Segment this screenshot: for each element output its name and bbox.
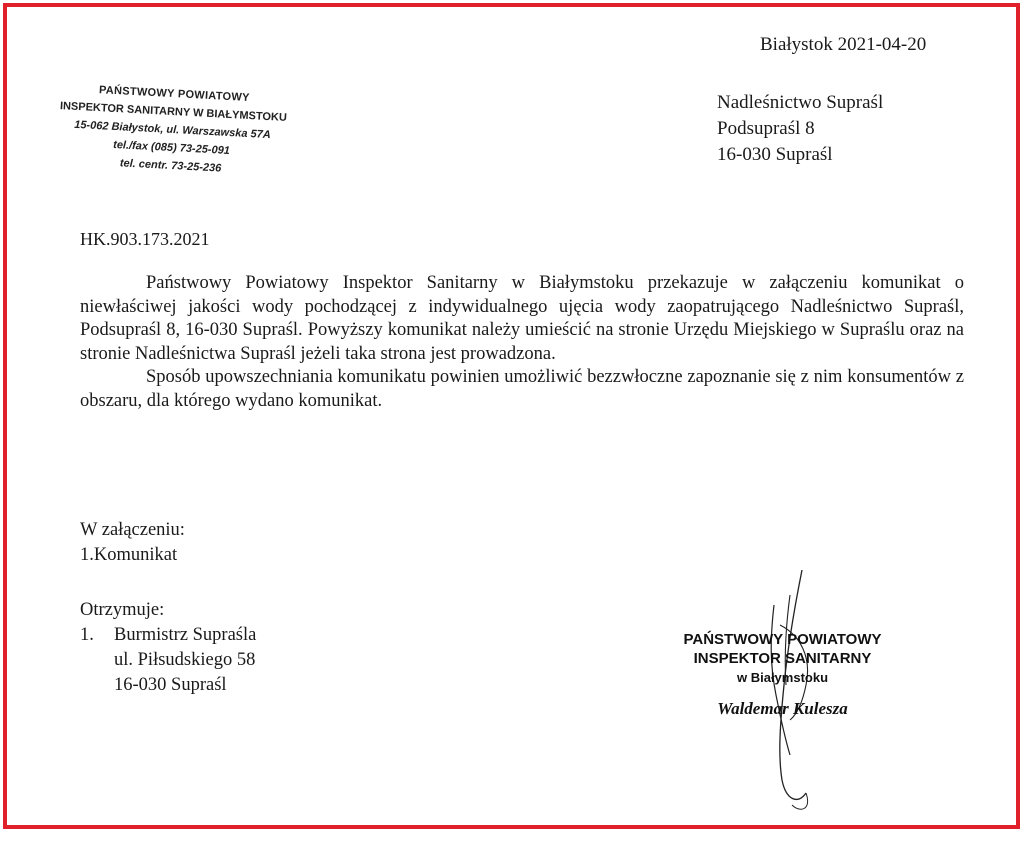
recipient-city: 16-030 Supraśl: [717, 144, 833, 165]
body-paragraph-1: Państwowy Powiatowy Inspektor Sanitarny w Białymstoku przekazuje w załączeniu komunikat o niewłaściwej jakości wody pochodzącej z indywidualnego ujęcia wody zaopatrującego Nadleśnictwo Supraśl, Podsupraśl 8, 16-030 Supraśl. Powyższy komunikat należy umieścić na stronie Urzędu Miejskiego w Supraślu oraz na stronie Nadleśnictwa Supraśl jeżeli taka strona jest prowadzona.: [80, 273, 964, 364]
receiver-number: 1.: [80, 625, 94, 645]
recipient-name: Nadleśnictwo Supraśl: [717, 92, 884, 113]
reference-number: HK.903.173.2021: [80, 229, 210, 249]
receivers-heading: Otrzymuje:: [80, 600, 165, 620]
sender-stamp-central-phone: tel. centr. 73-25-236: [119, 157, 222, 175]
letter-body: [80, 272, 964, 413]
body-paragraph-2: Sposób upowszechniania komunikatu powinien umożliwić bezzwłoczne zapoznanie się z nim konsumentów z obszaru, dla którego wydano komunikat.: [80, 367, 964, 411]
sender-stamp-line2: INSPEKTOR SANITARNY W BIAŁYMSTOKU: [59, 100, 288, 124]
signature-line3: w Białymstoku: [736, 670, 829, 685]
recipient-address: [717, 90, 883, 168]
receiver-entry: [80, 623, 256, 648]
receiver-city: 16-030 Supraśl: [114, 675, 227, 695]
sender-stamp-phone: tel./fax (085) 73-25-091: [112, 138, 231, 158]
receiver-street: ul. Piłsudskiego 58: [114, 650, 256, 670]
sender-stamp-line1: PAŃSTWOWY POWIATOWY: [98, 84, 251, 104]
signer-name: Waldemar Kulesza: [717, 699, 848, 718]
signature-line2: INSPEKTOR SANITARNY: [693, 650, 872, 667]
attachments-heading: W załączeniu:: [80, 520, 185, 540]
signature-line1: PAŃSTWOWY POWIATOWY: [683, 631, 882, 648]
attachment-item: 1.Komunikat: [80, 545, 178, 565]
place-date: Białystok 2021-04-20: [760, 34, 927, 55]
receivers-section: [80, 598, 256, 698]
sender-stamp-address: 15-062 Białystok, ul. Warszawska 57A: [73, 118, 271, 142]
attachments-section: [80, 518, 185, 568]
signature-stamp: [655, 630, 910, 719]
recipient-street: Podsupraśl 8: [717, 118, 815, 139]
sender-stamp: [35, 78, 309, 182]
receiver-name: Burmistrz Supraśla: [114, 625, 257, 645]
